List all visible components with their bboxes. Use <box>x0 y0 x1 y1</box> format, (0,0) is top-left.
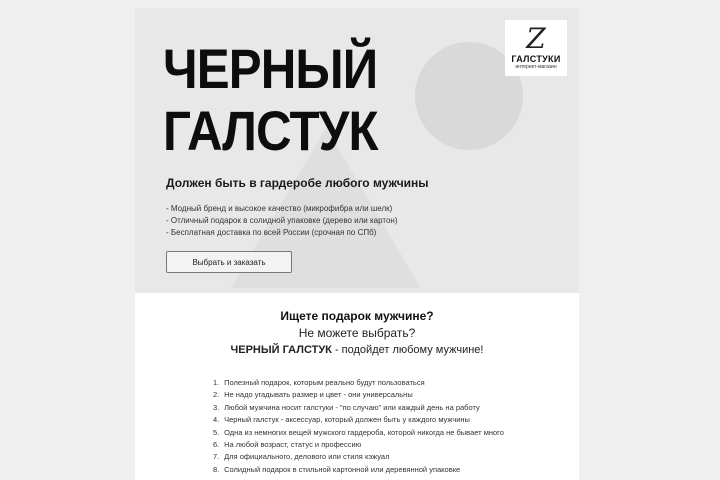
hero-banner <box>135 8 579 293</box>
list-item-number: 6. <box>213 440 220 450</box>
list-item <box>213 427 504 439</box>
list-item-text: Солидный подарок в стильной картонной или деревянной упаковке <box>224 464 461 474</box>
offer-statement-rest: - подойдет любому мужчине! <box>331 344 484 356</box>
hero-title <box>163 38 378 162</box>
offer-statement-bold: ЧЕРНЫЙ ГАЛСТУК <box>230 344 332 356</box>
brand-logo[interactable] <box>505 20 567 76</box>
z-script-icon: Z <box>526 22 546 55</box>
list-item-text: Не надо угадывать размер и цвет - они универсальны <box>224 390 413 400</box>
list-item-number: 5. <box>213 427 220 437</box>
offer-statement <box>135 342 579 359</box>
list-item-number: 1. <box>213 378 220 387</box>
benefits-list <box>213 377 504 476</box>
hero-subtitle: Должен быть в гардеробе любого мужчины <box>166 176 429 190</box>
list-item <box>213 389 504 401</box>
list-item <box>213 451 504 463</box>
offer-question: Ищете подарок мужчине? <box>280 309 434 323</box>
feature-item: - Модный бренд и высокое качество (микрофибра или шелк) <box>166 204 393 213</box>
list-item-number: 2. <box>213 390 220 400</box>
list-item-text: Черный галстук - аксессуар, который должен быть у каждого мужчины <box>224 415 470 425</box>
list-item <box>213 377 504 389</box>
list-item <box>213 439 504 451</box>
feature-item: - Бесплатная доставка по всей России (срочная по СПб) <box>166 228 377 237</box>
list-item-text: На любой возраст, статус и профессию <box>224 440 362 450</box>
list-item-text: Полезный подарок, которым реально будут пользоваться <box>224 378 425 387</box>
feature-list <box>166 203 397 239</box>
logo-tagline: интернет-магазин <box>515 64 557 70</box>
list-item <box>213 464 504 476</box>
hero-title-line2: ГАЛСТУК <box>163 99 378 162</box>
offer-question-secondary: Не можете выбрать? <box>298 326 416 340</box>
list-item-number: 7. <box>213 452 220 462</box>
list-item <box>213 402 504 414</box>
list-item <box>213 414 504 426</box>
list-item-number: 3. <box>213 402 220 412</box>
list-item-number: 4. <box>213 415 220 425</box>
hero-title-line1: ЧЕРНЫЙ <box>163 37 378 100</box>
feature-item: - Отличный подарок в солидной упаковке (дерево или картон) <box>166 216 398 225</box>
list-item-text: Для официального, делового или стиля кэжуал <box>224 452 390 462</box>
landing-page <box>135 8 579 480</box>
offer-section <box>135 308 579 359</box>
logo-name: ГАЛСТУКИ <box>511 54 561 64</box>
choose-and-order-button[interactable]: Выбрать и заказать <box>166 251 292 273</box>
list-item-number: 8. <box>213 464 220 474</box>
list-item-text: Любой мужчина носит галстуки - "по случаю" или каждый день на работу <box>224 402 480 412</box>
list-item-text: Одна из немногих вещей мужского гардероба, которой никогда не бывает много <box>224 427 504 437</box>
